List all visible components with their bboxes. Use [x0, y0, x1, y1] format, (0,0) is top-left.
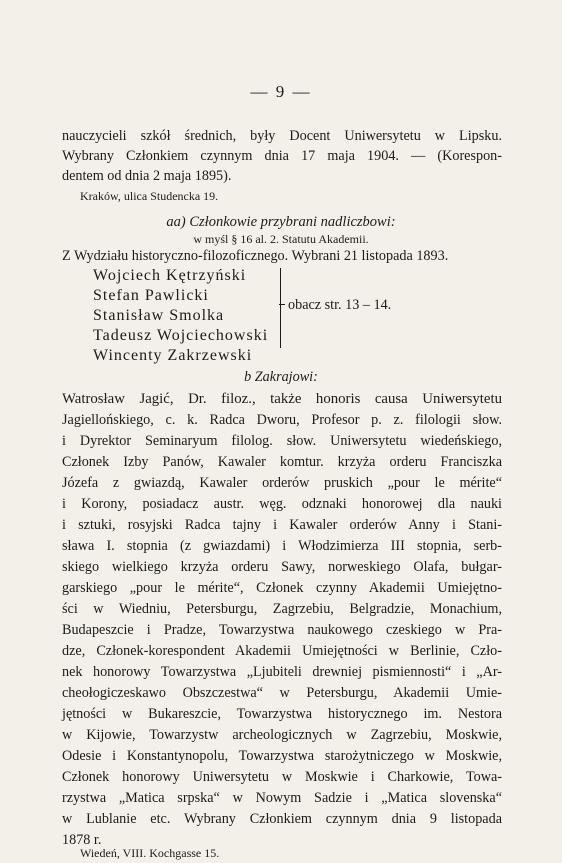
section-heading: aa) Członkowie przybrani nadliczbowi: — [166, 214, 396, 230]
bio-line: dze, Członek-korespondent Akademii Umiejętności w Berlinie, Czło- — [62, 643, 502, 659]
bio-line: sława I. stopnia (z gwiazdami) i Włodzimierza III stopnia, serb- — [62, 538, 502, 554]
bio-line: w Lublanie etc. Wybrany Członkiem czynnym dnia 9 listopada — [62, 811, 502, 827]
bio-line: 1878 r. — [62, 832, 102, 848]
brace-bracket — [270, 268, 281, 348]
bio-line: Józefa z gwiazdą, Kawaler orderów pruskich „pour le mérite“ — [62, 475, 502, 491]
member-name: Stefan Pawlicki — [93, 287, 209, 304]
intro-line: dentem od dnia 2 maja 1895). — [62, 168, 232, 184]
bio-line: Jagiellońskiego, c. k. Radca Dworu, Profesor p. z. filologii słow. — [62, 412, 502, 428]
bio-address: Wiedeń, VIII. Kochgasse 15. — [80, 846, 220, 860]
member-name: Wincenty Zakrzewski — [93, 347, 253, 364]
intro-address: Kraków, ulica Studencka 19. — [80, 189, 219, 203]
department-line: Z Wydziału historyczno-filozoficznego. Wybrani 21 listopada 1893. — [62, 248, 449, 264]
page-number: — 9 — — [250, 82, 312, 101]
member-names-list — [93, 266, 268, 366]
subsection-heading: b Zakrajowi: — [244, 369, 318, 385]
member-name: Wojciech Kętrzyński — [93, 267, 247, 284]
bio-line: cheołogiczeskawo Obszczestwa“ w Petersburgu, Akademii Umie- — [62, 685, 502, 701]
intro-line: Wybrany Członkiem czynnym dnia 17 maja 1904. — (Korespon- — [62, 148, 502, 164]
bio-line: Budapeszcie i Pradze, Towarzystwa naukowego czeskiego w Pra- — [62, 622, 502, 638]
bio-line: i sztuki, rosyjski Radca tajny i Kawaler orderów Anny i Stani- — [62, 517, 502, 533]
member-name: Stanisław Smolka — [93, 307, 225, 324]
bio-line: Członek honorowy Uniwersytetu w Moskwie i Charkowie, Towa- — [62, 769, 502, 785]
bio-line: Watrosław Jagić, Dr. filoz., także honoris causa Uniwersytetu — [62, 391, 502, 407]
section-note: w myśl § 16 al. 2. Statutu Akademii. — [193, 232, 369, 246]
bio-line: garskiego „pour le mérite“, Członek czynny Akademii Umiejętno- — [62, 580, 502, 596]
bio-line: ści w Wiedniu, Petersburgu, Zagrzebiu, Belgradzie, Monachium, — [62, 601, 502, 617]
bio-line: w Kijowie, Towarzystw archeologicznych w Zagrzebiu, Moskwie, — [62, 727, 502, 743]
member-name: Tadeusz Wojciechowski — [93, 327, 269, 344]
bio-line: i Korony, posiadacz austr. węg. odznaki honorowej dla nauki — [62, 496, 502, 512]
bio-line: Odesie i Konstantynopolu, Towarzystwa starożytniczego w Moskwie, — [62, 748, 502, 764]
bio-line: nek honorowy Towarzystwa „Ljubiteli drewniej pismiennosti“ i „Ar- — [62, 664, 502, 680]
names-reference: obacz str. 13 – 14. — [288, 297, 392, 313]
intro-line: nauczycieli szkół średnich, były Docent Uniwersytetu w Lipsku. — [62, 128, 502, 144]
bio-line: skiego wielkiego krzyża orderu Sawy, norweskiego Olafa, bułgar- — [62, 559, 502, 575]
bio-line: Członek Izby Panów, Kawaler komtur. krzyża orderu Franciszka — [62, 454, 502, 470]
bio-line: jętności w Bukareszcie, Towarzystwa historycznego im. Nestora — [62, 706, 502, 722]
bio-line: i Dyrektor Seminaryum filolog. słow. Uniwersytetu wiedeńskiego, — [62, 433, 502, 449]
bio-line: rzystwa „Matica srpska“ w Nowym Sadzie i „Matica slovenska“ — [62, 790, 502, 806]
